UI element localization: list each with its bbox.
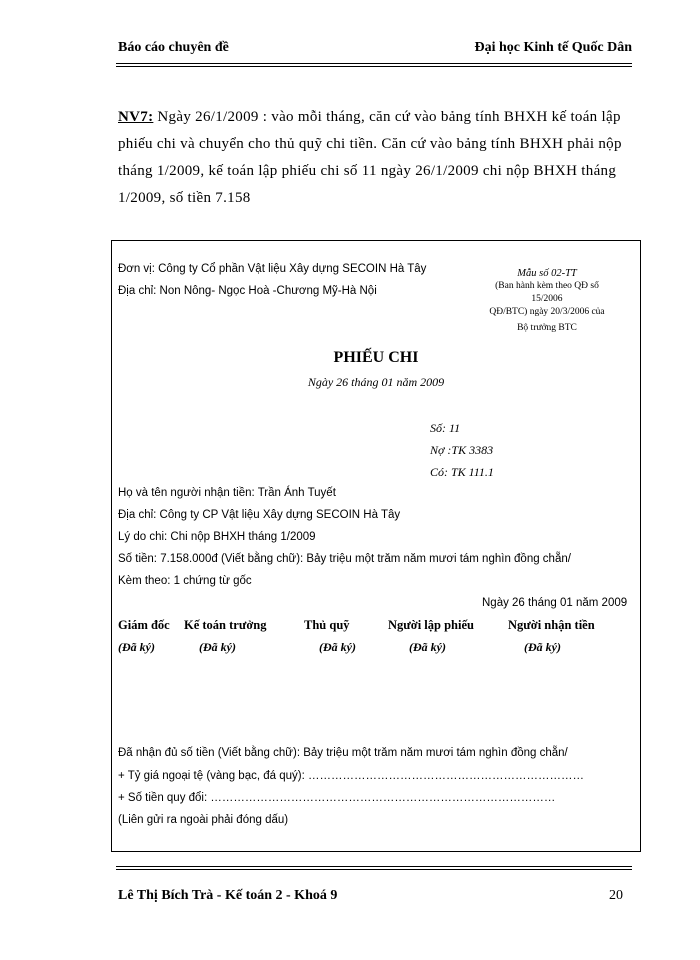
voucher-date: Ngày 26 tháng 01 năm 2009 xyxy=(307,375,445,389)
voucher-title: PHIẾU CHI xyxy=(333,349,419,366)
form-note-1: (Ban hành kèm theo QĐ số xyxy=(495,281,599,291)
attached-line: Kèm theo: 1 chứng từ gốc xyxy=(118,575,252,587)
page-number: 20 xyxy=(609,888,623,903)
signatory-role-cashier: Thủ quỹ xyxy=(304,618,350,632)
note-line: (Liên gửi ra ngoài phải đóng dấu) xyxy=(118,814,289,826)
footer-author: Lê Thị Bích Trà - Kế toán 2 - Khoá 9 xyxy=(118,888,338,903)
header-rule-2 xyxy=(116,66,632,67)
signatory-status-preparer: (Đã ký) xyxy=(409,640,446,654)
header-left: Báo cáo chuyên đề xyxy=(118,40,229,55)
form-code xyxy=(462,267,632,335)
intro-label: NV7: xyxy=(118,109,154,125)
header-rule-1 xyxy=(116,63,632,64)
form-code-number: Mẫu số 02-TT xyxy=(517,268,577,279)
form-note-3: QĐ/BTC) ngày 20/3/2006 của xyxy=(489,307,605,317)
payment-voucher xyxy=(111,240,641,852)
voucher-number: Số: 11 xyxy=(430,421,461,435)
received-line: Đã nhận đủ số tiền (Viết bằng chữ): Bảy triệu một trăm năm mươi tám nghìn đồng chẵn/ xyxy=(118,747,568,759)
header-right: Đại học Kinh tế Quốc Dân xyxy=(474,40,632,55)
recipient-line: Họ và tên người nhận tiền: Trần Ánh Tuyết xyxy=(118,487,336,499)
amount-line: Số tiền: 7.158.000đ (Viết bằng chữ): Bảy triệu một trăm năm mươi tám nghìn đồng chẵn/ xyxy=(118,553,571,565)
unit-line: Đơn vị: Công ty Cổ phần Vật liệu Xây dựng SECOIN Hà Tây xyxy=(118,263,427,275)
footer-rule-2 xyxy=(116,869,632,870)
footer-rule-1 xyxy=(116,866,632,867)
reason-line: Lý do chi: Chi nộp BHXH tháng 1/2009 xyxy=(118,531,316,543)
intro-text: Ngày 26/1/2009 : vào mỗi tháng, căn cứ vào bảng tính BHXH kế toán lập phiếu chi và chuyển cho thủ quỹ chi tiền. Căn cứ vào bảng tính BHXH phải nộp tháng 1/2009, kế toán lập phiếu chi số 11 ngày 26/1/2009 chi nộp BHXH tháng 1/2009, số tiền 7.158 xyxy=(118,109,622,206)
signatory-status-chief-accountant: (Đã ký) xyxy=(199,640,236,654)
signatory-role-chief-accountant: Kế toán trưởng xyxy=(184,618,267,632)
recipient-address-line: Địa chỉ: Công ty CP Vật liệu Xây dựng SECOIN Hà Tây xyxy=(118,509,401,521)
converted-amount-line: + Số tiền quy đổi: ……………………………………………………………………………… xyxy=(118,792,556,804)
signatory-role-preparer: Người lập phiếu xyxy=(388,618,474,632)
signatory-status-recipient: (Đã ký) xyxy=(524,640,561,654)
signatory-status-cashier: (Đã ký) xyxy=(319,640,356,654)
exchange-rate-line: + Tỷ giá ngoại tệ (vàng bạc, đá quý): ……………………………………………………………… xyxy=(118,770,584,782)
address-line: Địa chỉ: Non Nông- Ngọc Hoà -Chương Mỹ-Hà Nội xyxy=(118,285,377,297)
intro-paragraph xyxy=(118,104,638,212)
form-note-2: 15/2006 xyxy=(531,294,563,304)
credit-account: Có: TK 111.1 xyxy=(430,465,494,479)
sign-date: Ngày 26 tháng 01 năm 2009 xyxy=(482,597,628,609)
form-note-4: Bộ trưởng BTC xyxy=(517,323,577,333)
signatory-status-director: (Đã ký) xyxy=(118,640,155,654)
signatory-role-director: Giám đốc xyxy=(118,618,170,632)
debit-account: Nợ :TK 3383 xyxy=(430,443,494,457)
signatory-role-recipient: Người nhận tiền xyxy=(508,618,595,632)
